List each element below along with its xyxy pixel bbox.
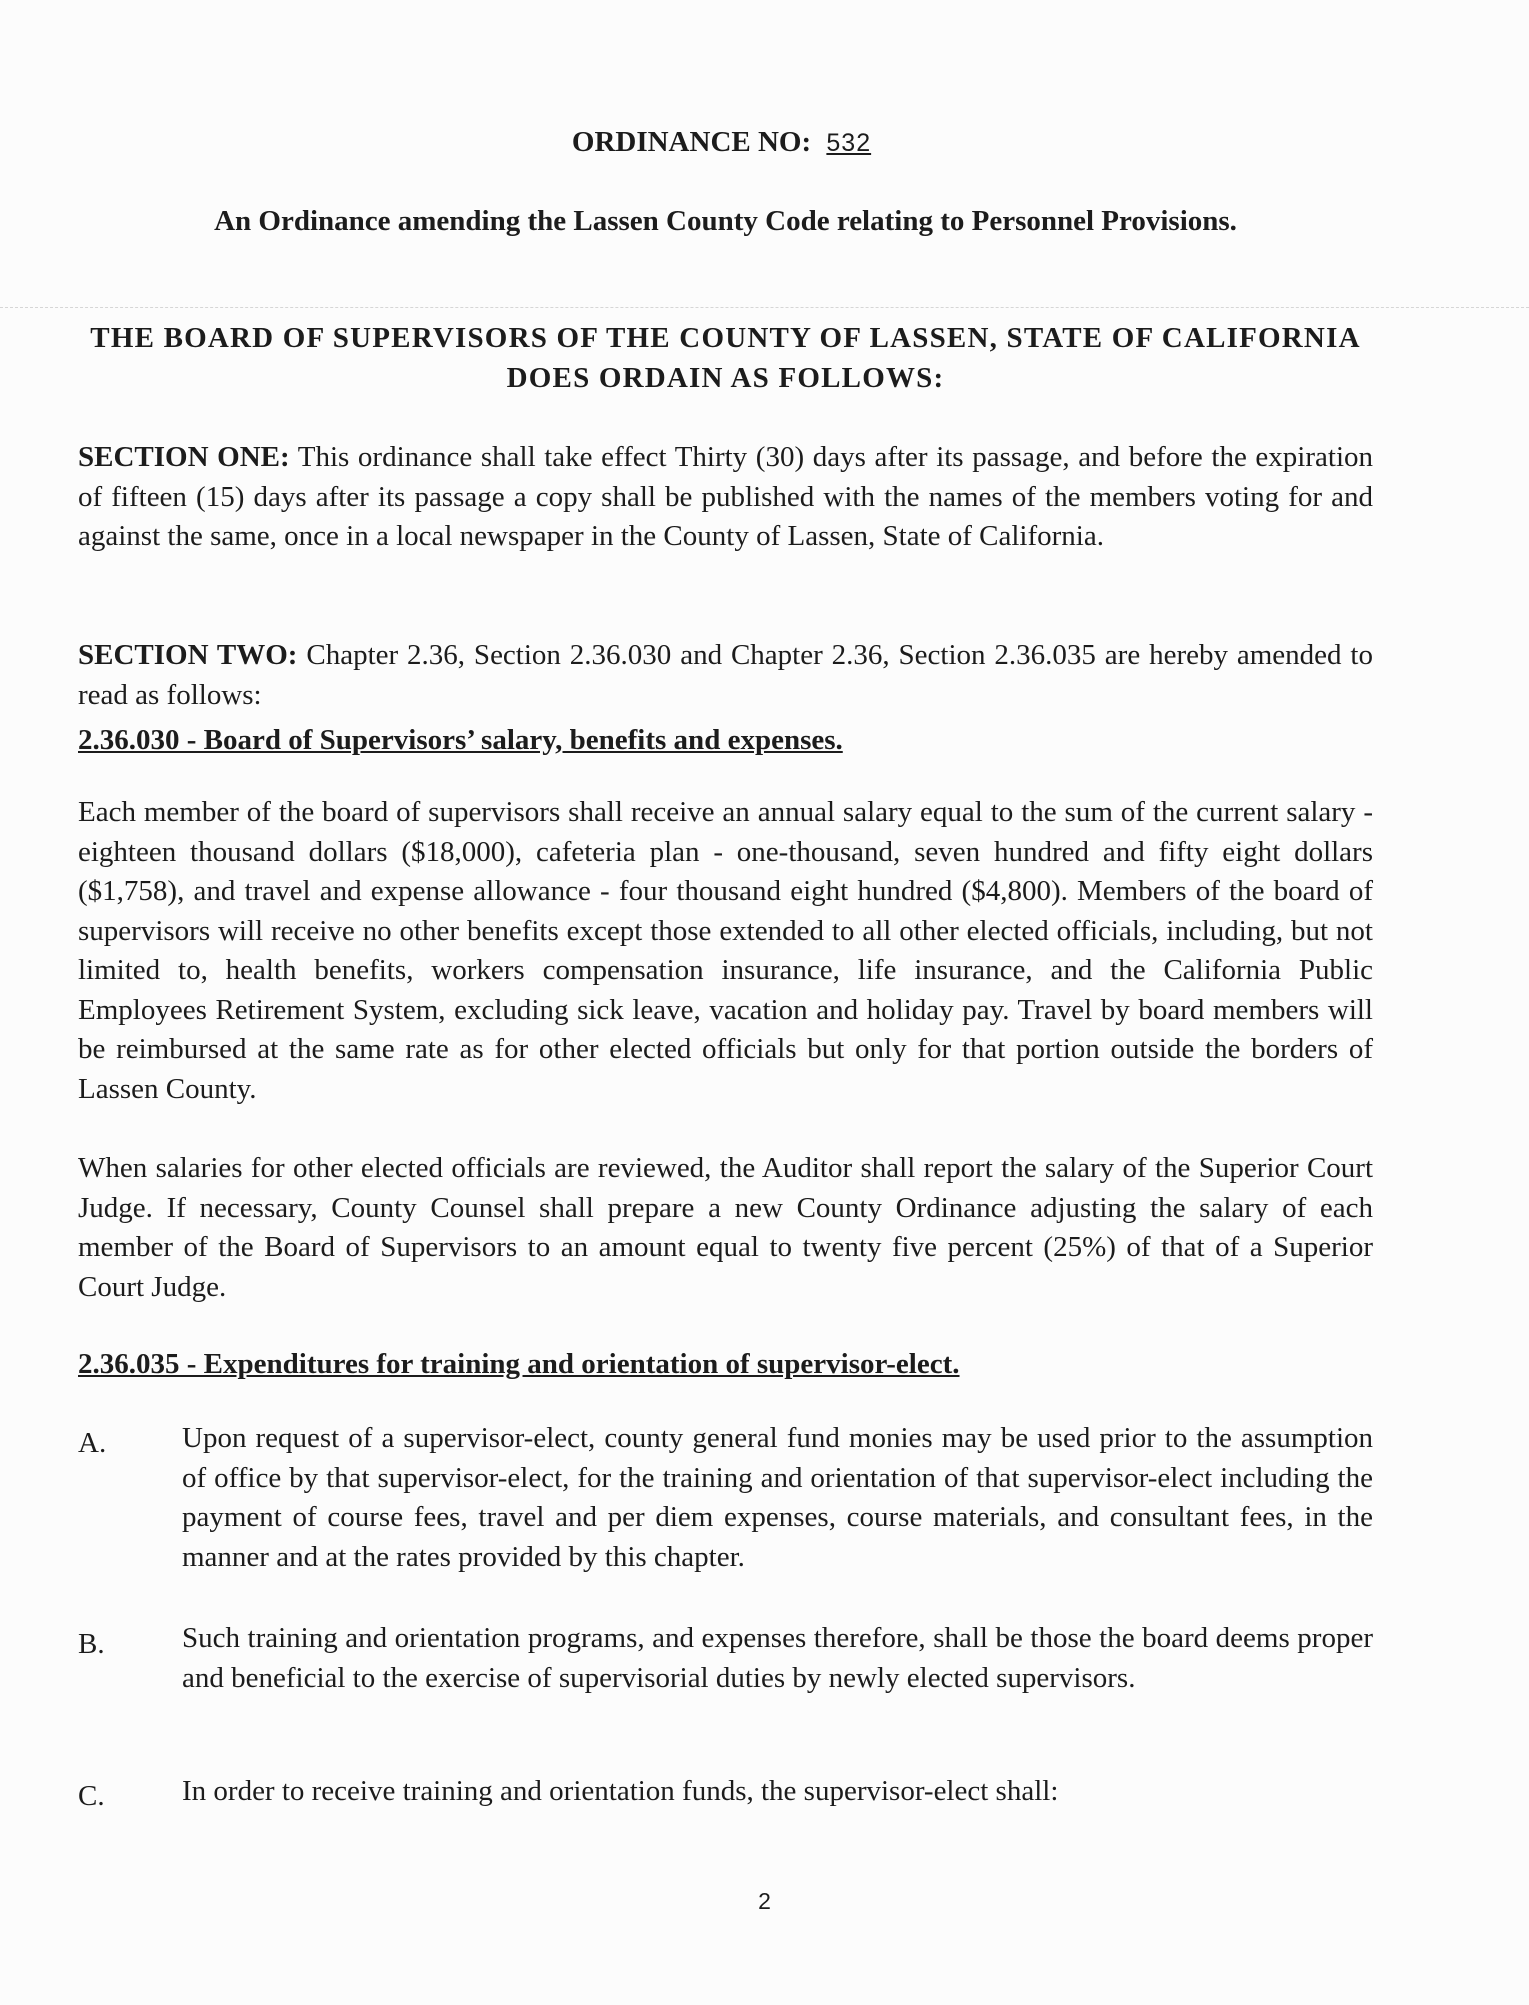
section-one-label: SECTION ONE: — [78, 441, 290, 473]
ordinance-title-label: ORDINANCE NO: — [571, 126, 812, 158]
subsection-030-paragraph-2: When salaries for other elected officials are reviewed, the Auditor shall report the salary of the Superior Court Judge. If necessary, County Counsel shall prepare a new County Ordinance adjusting the salary of each member of the Board of Supervisors to an amount equal to twenty five percent (25%) of that of a Superior Court Judge. — [78, 1152, 1373, 1303]
page-number: 2 — [758, 1888, 771, 1914]
section-one-text: This ordinance shall take effect Thirty (30) days after its passage, and before the expiration of fifteen (15) days after its passage a copy shall be published with the names of the members voting for and against the same, once in a local newspaper in the County of Lassen, State of California. — [78, 441, 1374, 552]
section-two-text: Chapter 2.36, Section 2.36.030 and Chapter 2.36, Section 2.36.035 are hereby amended to read as follows: — [78, 639, 1373, 711]
list-item-text: Upon request of a supervisor-elect, county general fund monies may be used prior to the assumption of office by that supervisor-elect, for the training and orientation of that supervisor-elect including the payment of course fees, travel and per diem expenses, course materials, and consultant fees, in the manner and at the rates provided by this chapter. — [182, 1422, 1373, 1573]
subsection-030-heading: 2.36.030 - Board of Supervisors’ salary, benefits and expenses. — [78, 724, 843, 756]
subsection-030-paragraph-1: Each member of the board of supervisors shall receive an annual salary equal to the sum of the current salary - eighteen thousand dollars ($18,000), cafeteria plan - one-thousand, seven hundred and fifty eight dollars ($1,758), and travel and expense allowance - four thousand eight hundred ($4,800). Members of the board of supervisors will receive no other benefits except those extended to all other elected officials, including, but not limited to, health benefits, workers compensation insurance, life insurance, and the California Public Employees Retirement System, excluding sick leave, vacation and holiday pay. Travel by board members will be reimbursed at the same rate as for other elected officials but only for that portion outside the borders of Lassen County. — [78, 796, 1373, 1105]
list-item-letter: A. — [78, 1427, 107, 1459]
ordinance-number: 532 — [826, 129, 872, 157]
subsection-035-heading: 2.36.035 - Expenditures for training and orientation of supervisor-elect. — [78, 1348, 960, 1380]
section-two-label: SECTION TWO: — [78, 639, 298, 671]
scan-artifact-line — [0, 307, 1529, 309]
list-item-letter: B. — [78, 1628, 105, 1660]
list-item-text: In order to receive training and orientation funds, the supervisor-elect shall: — [182, 1775, 1059, 1807]
ordinance-subtitle: An Ordinance amending the Lassen County Code relating to Personnel Provisions. — [214, 205, 1237, 237]
ordinance-title — [78, 126, 1373, 159]
list-item-text: Such training and orientation programs, and expenses therefore, shall be those the board deems proper and beneficial to the exercise of supervisorial duties by newly elected supervisors. — [182, 1622, 1373, 1694]
ordain-statement: THE BOARD OF SUPERVISORS OF THE COUNTY OF LASSEN, STATE OF CALIFORNIA DOES ORDAIN AS FOLLOWS: — [90, 322, 1361, 394]
list-item-letter: C. — [78, 1780, 105, 1812]
section-two — [78, 636, 1373, 715]
section-one — [78, 438, 1373, 557]
